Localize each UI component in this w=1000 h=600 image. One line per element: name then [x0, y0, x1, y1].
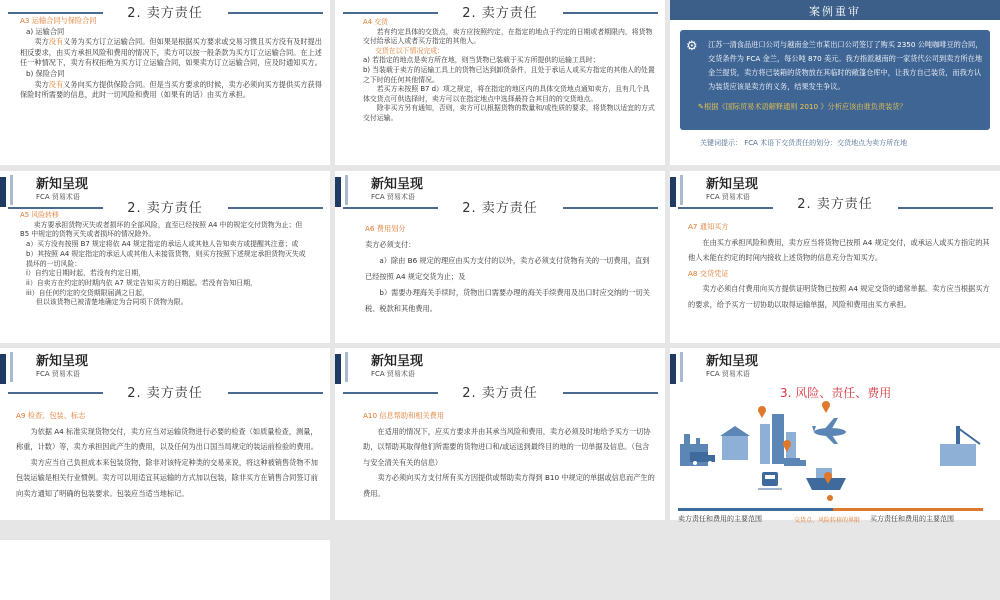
- slide-a7-a8[interactable]: [670, 171, 1000, 343]
- paragraph: iii）自任何约定的交货期限届满之日起，: [26, 288, 149, 297]
- brand-subtitle: FCA 贸易术语: [36, 370, 80, 378]
- heading: A3 运输合同与保险合同: [20, 16, 97, 25]
- empty-area: [0, 540, 330, 600]
- warehouse-icon: [720, 426, 750, 460]
- divider: [898, 207, 993, 209]
- paragraph: 卖方必须向买方支付所有买方因提供或帮助卖方得到 B10 中规定的单据或信息而产生的费用。: [363, 473, 655, 498]
- highlight-text: 没有: [48, 79, 64, 89]
- divider: [563, 392, 658, 394]
- paragraph: 若有约定具体的交货点，卖方应按照约定，在指定的地点于约定的日期或者期限内，将货物交付给承运人或者买方指定的其他人。: [363, 27, 653, 46]
- flow-title: 3. 风险、责任、费用: [780, 386, 892, 400]
- paragraph: b）需要办理海关手续时，货物出口需要办理的海关手续费用及出口时应交纳的一切关税、税款和其他费用。: [365, 288, 650, 313]
- gear-icon: ⚙: [686, 39, 698, 54]
- paragraph: a) 若指定的地点是卖方所在地，则当货物已装载于买方所提供的运输工具时；: [363, 56, 600, 65]
- paragraph: b) 当装载于卖方的运输工具上的货物已达到卸货条件，且处于承运人或买方指定的其他人的处置之下时的任何其他情况。: [363, 65, 655, 84]
- case-title: 案例重审: [809, 5, 861, 18]
- paragraph: 卖方应当自己负担成本来包装货物，除非对该特定种类的交易来说，将这种被销售货物不加包装运输是相关行业惯例。卖方可以用适宜其运输的方式加以包装，除非买方在销售合同签订前向卖方通知了明确的包装要求。包装应当适当地标记。: [16, 457, 318, 498]
- heading: A8 交货凭证: [688, 268, 729, 278]
- key-hint: 关键词提示： FCA 术语下交货责任的划分：交货地点为卖方所在地: [700, 139, 908, 147]
- section-title: 2. 卖方责任: [127, 6, 203, 21]
- truck-icon: [784, 458, 806, 466]
- slide-a6[interactable]: [335, 171, 665, 343]
- paragraph: 除非买方另有通知，否则，卖方可以根据货物的数量和/或性质的要求，将货物以适宜的方式交付运输。: [363, 104, 655, 122]
- seller-caption: 卖方责任和费用的主要范围: [678, 515, 762, 523]
- section-title: 2. 卖方责任: [797, 197, 873, 212]
- header-bar: [335, 354, 341, 384]
- heading: A7 通知买方: [688, 222, 729, 231]
- port-crane-icon: [940, 426, 980, 466]
- brand-title: 新知呈现: [36, 354, 89, 369]
- divider: [228, 392, 323, 394]
- paragraph: 卖方没有义务向买方提供保险合同。但是当买方要求的时候，卖方必须向买方提供买方获得保险时所需要的信息，此时一切风险和费用（如果有的话）由买方承担。: [20, 79, 322, 100]
- case-text: 江苏一清食品进口公司与越南金兰市某出口公司签订了购买 2350 公吨咖啡豆的合同，交货条件为 FCA 金兰，每公吨 870 美元。我方指派越南的一家货代公司到卖方所在地金兰提货，卖方将已装箱的货物放在其临时的敞篷仓库中，让我方自己装货，而我方认为装货应该是卖方的义务，结果发生争议。: [708, 40, 983, 91]
- airplane-icon: [812, 418, 846, 444]
- brand-title: 新知呈现: [371, 354, 424, 369]
- paragraph: 但以该货物已被清楚地确定为合同项下货物为限。: [36, 298, 188, 307]
- paragraph: b) 保险合同: [26, 68, 65, 78]
- divider: [228, 12, 323, 14]
- paragraph: 在适用的情况下，应买方要求并由其承当风险和费用，卖方必须及时地给予买方一切协助，以帮助其取得他们所需要的货物进口和/或运送到最终目的地的一切单据及信息。（包含与安全清关有关的信息）: [363, 426, 651, 467]
- section-title: 2. 卖方责任: [127, 201, 203, 216]
- slide-a9[interactable]: [0, 348, 330, 520]
- slide-case-review[interactable]: [670, 0, 1000, 165]
- brand-title: 新知呈现: [706, 177, 759, 192]
- paragraph: ii）自卖方在约定的时期内依 A7 规定告知买方的日期起。若没有告知日期，: [26, 278, 257, 287]
- highlight-text: 没有: [48, 37, 64, 47]
- header-accent: [345, 352, 348, 382]
- paragraph: a）买方没有按照 B7 规定将依 A4 规定指定的承运人或其他人告知卖方或提醒其注意；或: [26, 240, 299, 249]
- paragraph: 为依据 A4 标准实现货物交付，卖方应当对运输货物进行必要的检查（如质量检查，测量，称重，计数）等，卖方承担因此产生的费用，以及任何为出口国当局规定的装运前检验的费用。: [16, 426, 318, 451]
- brand-subtitle: FCA 贸易术语: [371, 370, 415, 378]
- heading: A10 信息帮助和相关费用: [363, 411, 445, 420]
- brand-subtitle: FCA 贸易术语: [706, 193, 750, 201]
- paragraph: 卖方必须支付：: [365, 240, 416, 249]
- paragraph: 卖方没有义务为买方订立运输合同。但如果是根据买方要求或交易习惯且买方没有及时提出相反要求，由买方承担风险和费用的情况下，卖方可以按一般条款为买方订立运输合同。在上述任一种情况下，卖方有权拒绝为买方订立运输合同，如果卖方订立运输合同，应及时通知买方。: [20, 37, 322, 68]
- brand-subtitle: FCA 贸易术语: [371, 193, 415, 201]
- slide-a5[interactable]: [0, 171, 330, 343]
- section-title: 2. 卖方责任: [462, 386, 538, 401]
- pencil-icon: ✎: [698, 102, 705, 111]
- paragraph: 在由买方承担风险和费用，卖方应当将货物已按照 A4 规定交付，或承运人或买方指定的其他人未能在约定的时间内接收上述货物的信息充分告知买方。: [688, 237, 990, 262]
- brand-subtitle: FCA 贸易术语: [36, 193, 80, 201]
- section-title: 2. 卖方责任: [462, 6, 538, 21]
- paragraph: a) 运输合同: [26, 26, 65, 36]
- divider: [228, 207, 323, 209]
- section-title: 2. 卖方责任: [462, 201, 538, 216]
- slide-a10[interactable]: [335, 348, 665, 520]
- brand-title: 新知呈现: [36, 177, 89, 192]
- paragraph: 卖方要承担货物灭失或者损坏的全部风险，直至已经按照 A4 中的规定交付货物为止；但 B5 中规定的货物灭失或者损坏的情况除外。: [20, 220, 303, 239]
- brand-title: 新知呈现: [371, 177, 424, 192]
- brand-title: 新知呈现: [706, 354, 759, 369]
- paragraph: 若买方未按照 B7 d）项之规定，将在指定的地区内的具体交货地点通知卖方，且有几个具体交货点可供选择时，卖方可以在指定地点中选择最符合其目的的交货地点。: [363, 85, 650, 103]
- buyer-range-bar: [833, 508, 983, 511]
- paragraph: 卖方必须自付费用向买方提供证明货物已按照 A4 规定交货的通常单据。卖方应当根据买方的要求，给予买方一切协助以取得运输单据，风险和费用由买方承担。: [688, 284, 990, 309]
- paragraph: b）其按照 A4 规定指定的承运人或其他人未接管货物，则买方按照下述规定承担货物灭失或损坏的一切风险：: [26, 249, 306, 268]
- brand-subtitle: FCA 贸易术语: [706, 370, 750, 378]
- heading: A4 交货: [363, 18, 389, 26]
- train-icon: [758, 472, 782, 489]
- header-accent: [10, 352, 13, 382]
- case-question: ✎根据《国际贸易术语解释通则 2010 》分析应该由谁负责装货？: [698, 102, 907, 111]
- slide-a4[interactable]: [335, 0, 665, 165]
- transfer-caption: 交货点、风险转移的界限: [794, 517, 861, 524]
- seller-range-bar: [678, 508, 833, 511]
- subheading: 交货在以下情况完成：: [375, 46, 444, 55]
- divider: [563, 12, 658, 14]
- logistics-illustration: [670, 348, 1000, 520]
- heading: A5 风险转移: [20, 211, 59, 219]
- divider: [563, 207, 658, 209]
- title-bar: [670, 0, 1000, 20]
- paragraph: i）自约定日期时起，若没有约定日期，: [26, 269, 146, 278]
- city-icon: [760, 414, 796, 464]
- section-title: 2. 卖方责任: [127, 386, 203, 401]
- buyer-caption: 买方责任和费用的主要范围: [870, 515, 954, 523]
- paragraph: a）除由 B6 规定的理应由买方支付的以外，卖方必须支付货物有关的一切费用，直到已经按照 A4 规定交货为止；及: [365, 256, 650, 281]
- slide-risk-flow[interactable]: [670, 348, 1000, 524]
- slide-a3[interactable]: [0, 0, 330, 165]
- case-box: [680, 30, 990, 130]
- header-bar: [0, 354, 6, 384]
- heading: A6 费用划分: [365, 224, 406, 233]
- heading: A9 检查、包装、标志: [16, 411, 86, 420]
